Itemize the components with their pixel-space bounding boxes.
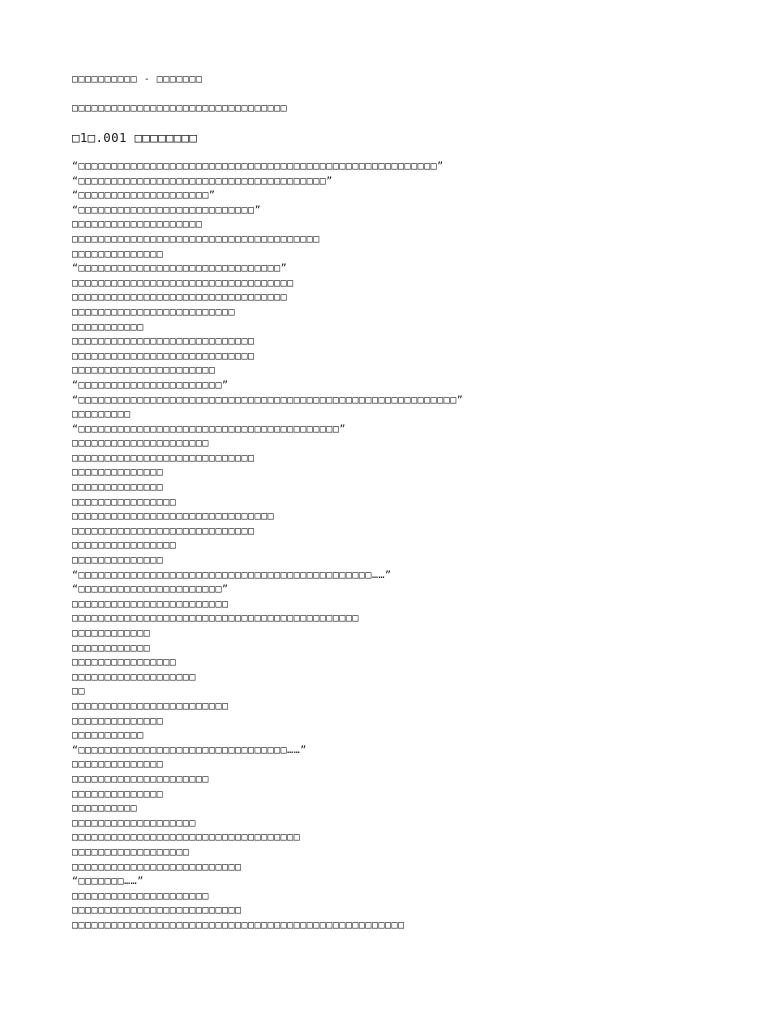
text-line: □□□□□□□□□□□ xyxy=(72,730,144,742)
text-line: “□□□□□□□□□□□□□□□□□□□□□□□□□□□□□□□” xyxy=(72,263,288,275)
document-subtitle: □□□□□□□□□□□□□□□□□□□□□□□□□□□□□□□□□ xyxy=(72,103,288,114)
text-line: □□□□□□□□□□□□□□ xyxy=(72,715,164,727)
text-line: “□□□□□□□……” xyxy=(72,876,144,888)
text-line: □□□□□□□□□□□□□□□□□□□□□ xyxy=(72,890,209,902)
text-line: □□□□□□□□□□□□□□□□□□□ xyxy=(72,671,196,683)
text-line: “□□□□□□□□□□□□□□□□□□□□□□□□□□□” xyxy=(72,204,262,216)
body-text xyxy=(72,160,692,933)
text-line: □□□□□□□□□□□□□□ xyxy=(72,248,164,260)
text-line: □□□□□□□□□□□□□□ xyxy=(72,788,164,800)
text-line: □□□□□□□□□□□□□□□□□□□□□□□□□□□□□□□□□ xyxy=(72,292,288,304)
text-line: □□□□□□□□□□□□ xyxy=(72,642,151,654)
text-line: □□□□□□□□□ xyxy=(72,409,131,421)
text-line: “□□□□□□□□□□□□□□□□□□□□□□□□□□□□□□□□□□□□□□□□” xyxy=(72,423,346,435)
text-line: □□□□□□□□□□□□□□□□ xyxy=(72,657,177,669)
text-line: □□ xyxy=(72,686,86,698)
text-line: □□□□□□□□□□□□□□ xyxy=(72,555,164,567)
text-line: “□□□□□□□□□□□□□□□□□□□□□□□□□□□□□□□□□□□□□□□□□□□□□……” xyxy=(72,569,392,581)
text-line: □□□□□□□□□□□□□□□□□□ xyxy=(72,846,190,858)
text-line: □□□□□□□□□□□□□□□□□□□□□□□□□□□□□□□ xyxy=(72,511,275,523)
text-line: □□□□□□□□□□□□□□□□□□□□□□□□□□□□ xyxy=(72,452,255,464)
text-line: □□□□□□□□□□□□□□□□□□□□□□□□□□ xyxy=(72,905,242,917)
text-line: □□□□□□□□□□□□□□□□□□□□□□□□□□□□□□□□□□□□□□ xyxy=(72,233,320,245)
text-line: □□□□□□□□□□□□□□□□□□□□□ xyxy=(72,773,209,785)
text-line: “□□□□□□□□□□□□□□□□□□□□□□□□□□□□□□□□□□□□□□□□□□□□□□□□□□□□□□□” xyxy=(72,161,444,172)
text-line: □□□□□□□□□□□□□□ xyxy=(72,467,164,479)
text-line: □□□□□□□□□□□□□□ xyxy=(72,759,164,771)
text-line: □□□□□□□□□□□□□□□□□□□□□□□□□□□□ xyxy=(72,336,255,348)
chapter-title: □1□.001 □□□□□□□□ xyxy=(72,130,198,145)
text-line: □□□□□□□□□□□□□□□□ xyxy=(72,496,177,508)
text-line: □□□□□□□□□□□□□□□□□□□□□□□□□□□□ xyxy=(72,350,255,362)
text-line: “□□□□□□□□□□□□□□□□□□□□□□□□□□□□□□□□□□□□□□” xyxy=(72,175,333,187)
text-line: □□□□□□□□□□□□□□□□□□□□□□ xyxy=(72,365,216,377)
text-line: □□□□□□□□□□□□□□□□□□□□□□□□□□□□□□□□□□□□□□□□□□□□□□□□□□□ xyxy=(72,919,405,931)
text-line: “□□□□□□□□□□□□□□□□□□□□” xyxy=(72,190,216,202)
text-line: □□□□□□□□□□□□ xyxy=(72,628,151,639)
text-line: □□□□□□□□□□□□□□□□□□□□□ xyxy=(72,438,209,450)
text-line: □□□□□□□□□□□□□□□□□□□□□□□□□ xyxy=(72,306,236,318)
text-line: □□□□□□□□□□□□□□□□□□□□□□□□□□□□ xyxy=(72,525,255,537)
text-line: “□□□□□□□□□□□□□□□□□□□□□□□□□□□□□□□□……” xyxy=(72,744,307,756)
text-line: □□□□□□□□□□□□□□□□□□□ xyxy=(72,817,196,829)
page-header: □□□□□□□□□□ - □□□□□□□ xyxy=(72,74,203,85)
text-line: □□□□□□□□□□□□□□□□□□□□□□□□□□ xyxy=(72,861,242,873)
text-line: □□□□□□□□□□□□□□□□□□□□□□□□□□□□□□□□□□□□□□□□□□□□ xyxy=(72,613,359,625)
text-line: □□□□□□□□□□□□□□□□□□□□ xyxy=(72,219,203,231)
text-line: □□□□□□□□□□□□□□□□□□□□□□□□□□□□□□□□□□□ xyxy=(72,832,301,844)
text-line: “□□□□□□□□□□□□□□□□□□□□□□” xyxy=(72,584,229,596)
text-line: “□□□□□□□□□□□□□□□□□□□□□□□□□□□□□□□□□□□□□□□□□□□□□□□□□□□□□□□□□□” xyxy=(72,394,464,406)
text-line: □□□□□□□□□□□□□□□□□□□□□□□□□□□□□□□□□□ xyxy=(72,277,294,289)
text-line: □□□□□□□□□□□ xyxy=(72,321,144,333)
text-line: □□□□□□□□□□ xyxy=(72,803,138,815)
text-line: □□□□□□□□□□□□□□□□□□□□□□□□ xyxy=(72,598,229,610)
text-line: □□□□□□□□□□□□□□□□ xyxy=(72,540,177,552)
text-line: “□□□□□□□□□□□□□□□□□□□□□□” xyxy=(72,379,229,391)
text-line: □□□□□□□□□□□□□□□□□□□□□□□□ xyxy=(72,700,229,712)
text-line: □□□□□□□□□□□□□□ xyxy=(72,482,164,494)
